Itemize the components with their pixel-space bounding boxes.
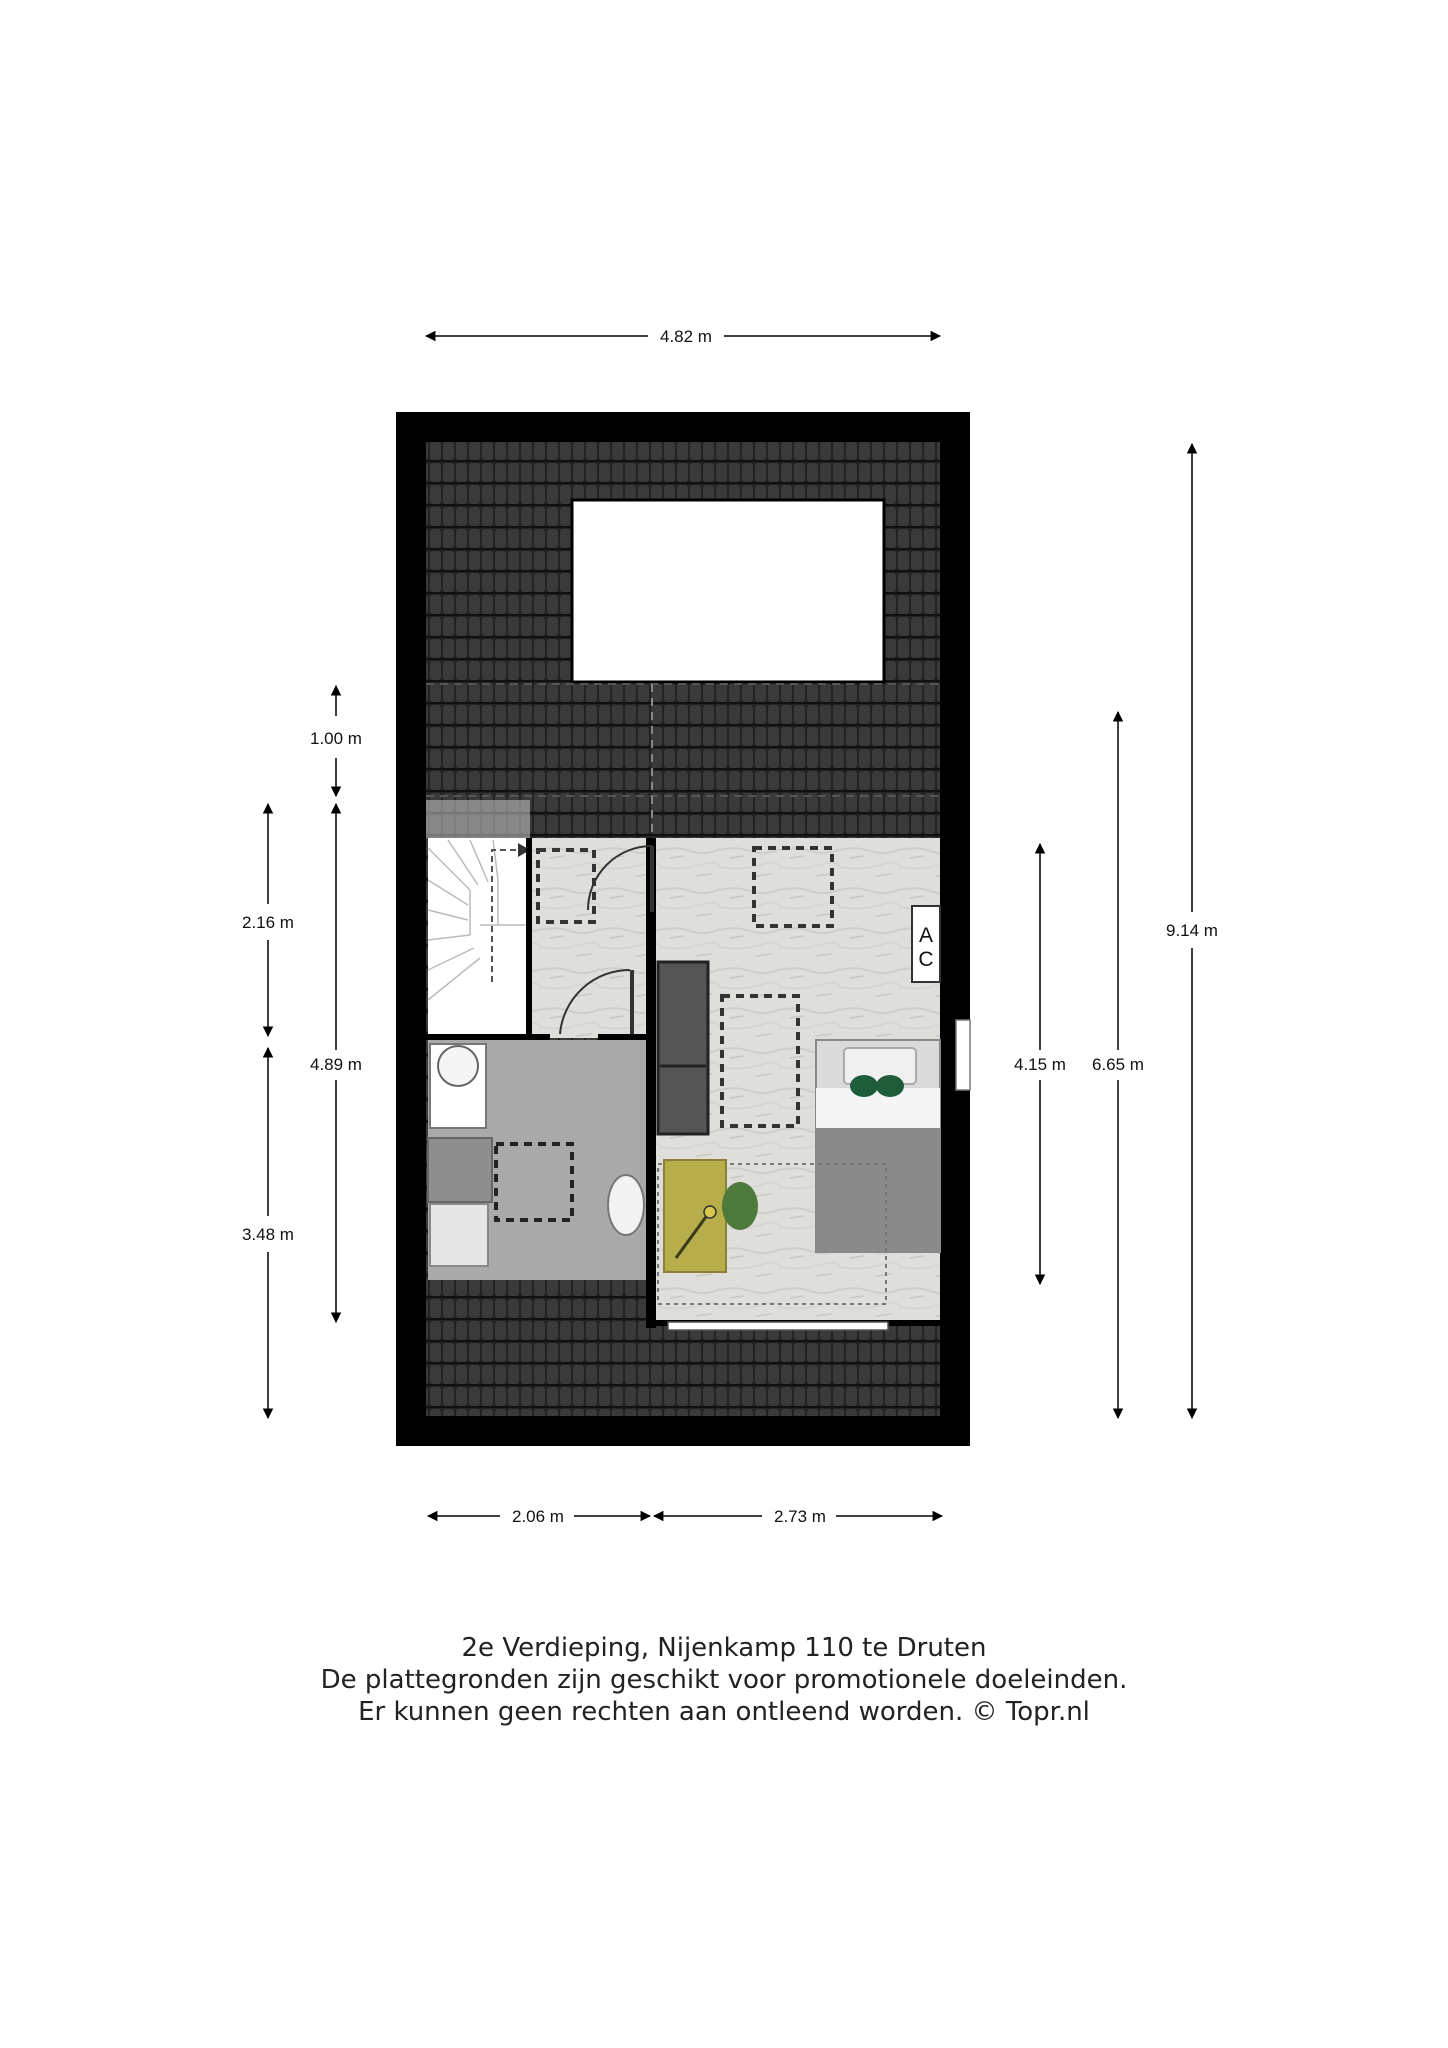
cushion-left — [850, 1075, 878, 1097]
cushion-right — [876, 1075, 904, 1097]
desk-lamp-head — [704, 1206, 716, 1218]
window-right — [956, 1020, 970, 1090]
sink-cabinet — [428, 1138, 492, 1202]
dim-label-right-mid: 6.65 m — [1092, 1055, 1144, 1074]
interior-wall — [526, 838, 532, 1034]
toilet — [608, 1175, 644, 1235]
duvet — [816, 1128, 940, 1252]
desk — [664, 1160, 726, 1272]
dim-label-bottom-right: 2.73 m — [774, 1507, 826, 1526]
interior-wall — [426, 1034, 550, 1040]
staircase — [428, 838, 528, 1034]
caption-disclaimer-2: Er kunnen geen rechten aan ontleend worden. © Topr.nl — [358, 1697, 1090, 1727]
dim-label-far-left-top: 2.16 m — [242, 913, 294, 932]
dim-label-right-inner: 4.15 m — [1014, 1055, 1066, 1074]
shower-tray — [430, 1204, 488, 1266]
caption-title: 2e Verdieping, Nijenkamp 110 te Druten — [461, 1633, 987, 1663]
dim-label-left-top: 1.00 m — [310, 729, 362, 748]
dim-label-far-left-bottom: 3.48 m — [242, 1225, 294, 1244]
dim-label-left-mid: 4.89 m — [310, 1055, 362, 1074]
ac-label-a: A — [918, 924, 934, 947]
washing-machine-drum — [438, 1046, 478, 1086]
dim-label-top-width: 4.82 m — [660, 327, 712, 346]
skylight — [572, 500, 884, 682]
desk-chair — [722, 1182, 758, 1230]
dim-label-bottom-left: 2.06 m — [512, 1507, 564, 1526]
bed-sheet — [816, 1088, 940, 1128]
window-bottom — [668, 1322, 888, 1330]
ac-label-c: C — [918, 948, 934, 971]
wardrobe — [658, 962, 708, 1134]
caption-disclaimer-1: De plattegronden zijn geschikt voor promotionele doeleinden. — [320, 1665, 1128, 1695]
dim-label-right-outer: 9.14 m — [1166, 921, 1218, 940]
staircase-landing — [426, 800, 530, 838]
interior-wall — [598, 1034, 652, 1040]
caption — [0, 1632, 1448, 1728]
